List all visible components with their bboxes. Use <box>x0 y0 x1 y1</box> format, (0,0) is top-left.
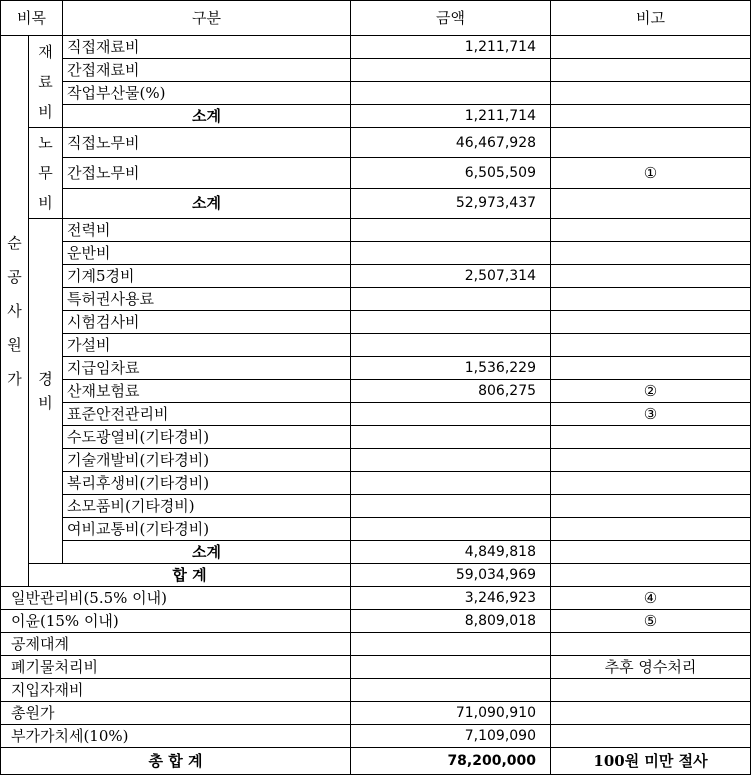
item-label: 총원가 <box>1 702 351 725</box>
group-label-material-char: 비 <box>38 102 53 121</box>
note-cell <box>551 449 751 472</box>
table-row <box>1 59 751 82</box>
group-label-expense <box>29 219 63 564</box>
amount-cell: 71,090,910 <box>351 702 551 725</box>
table-row <box>1 311 751 334</box>
item-label: 폐기물처리비 <box>1 656 351 679</box>
table-row <box>1 219 751 242</box>
amount-cell <box>351 656 551 679</box>
group-label-labor <box>29 128 63 219</box>
header-category: 구분 <box>63 1 351 36</box>
item-label: 기계5경비 <box>63 265 351 288</box>
subtotal-amount: 1,211,714 <box>351 105 551 128</box>
cost-table-body <box>1 1 751 775</box>
table-row <box>1 472 751 495</box>
table-row <box>1 158 751 188</box>
group-label-main <box>1 36 29 587</box>
table-row <box>1 587 751 610</box>
group-label-material <box>29 36 63 128</box>
note-cell <box>551 82 751 105</box>
note-cell: ⑤ <box>551 610 751 633</box>
amount-cell <box>351 242 551 265</box>
group-label-labor-char: 무 <box>38 164 53 182</box>
table-row <box>1 725 751 748</box>
subtotal-row <box>1 188 751 218</box>
note-cell <box>551 188 751 218</box>
item-label: 여비교통비(기타경비) <box>63 518 351 541</box>
grand-total-note: 100원 미만 절사 <box>551 748 751 775</box>
note-cell: ④ <box>551 587 751 610</box>
group-label-labor-char: 비 <box>38 194 53 212</box>
amount-cell <box>351 449 551 472</box>
note-cell: ② <box>551 380 751 403</box>
table-row <box>1 449 751 472</box>
amount-cell <box>351 633 551 656</box>
amount-cell <box>351 679 551 702</box>
subtotal-label: 소계 <box>63 105 351 128</box>
group-label-labor-char: 노 <box>38 134 53 152</box>
item-label: 간접재료비 <box>63 59 351 82</box>
amount-cell: 2,507,314 <box>351 265 551 288</box>
header-remarks: 비고 <box>551 1 751 36</box>
amount-cell: 8,809,018 <box>351 610 551 633</box>
table-row <box>1 128 751 158</box>
note-cell <box>551 725 751 748</box>
note-cell <box>551 242 751 265</box>
amount-cell <box>351 59 551 82</box>
amount-cell: 46,467,928 <box>351 128 551 158</box>
amount-cell <box>351 403 551 426</box>
note-cell: 추후 영수처리 <box>551 656 751 679</box>
sum-label: 합 계 <box>29 564 351 587</box>
note-cell <box>551 702 751 725</box>
note-cell <box>551 219 751 242</box>
group-label-main-char: 공 <box>7 268 22 286</box>
table-row <box>1 610 751 633</box>
amount-cell: 3,246,923 <box>351 587 551 610</box>
subtotal-amount: 4,849,818 <box>351 541 551 564</box>
header-row <box>1 1 751 36</box>
item-label: 가설비 <box>63 334 351 357</box>
note-cell <box>551 495 751 518</box>
table-row <box>1 702 751 725</box>
sum-amount: 59,034,969 <box>351 564 551 587</box>
item-label: 표준안전관리비 <box>63 403 351 426</box>
item-label: 직접노무비 <box>63 128 351 158</box>
note-cell <box>551 518 751 541</box>
note-cell <box>551 128 751 158</box>
note-cell <box>551 105 751 128</box>
header-amount: 금액 <box>351 1 551 36</box>
note-cell: ③ <box>551 403 751 426</box>
item-label: 특허권사용료 <box>63 288 351 311</box>
group-label-main-char: 가 <box>7 370 22 388</box>
sum-row <box>1 564 751 587</box>
table-row <box>1 656 751 679</box>
table-row <box>1 518 751 541</box>
amount-cell <box>351 495 551 518</box>
item-label: 시험검사비 <box>63 311 351 334</box>
grand-total-amount: 78,200,000 <box>351 748 551 775</box>
amount-cell: 7,109,090 <box>351 725 551 748</box>
note-cell <box>551 541 751 564</box>
item-label: 복리후생비(기타경비) <box>63 472 351 495</box>
amount-cell: 1,536,229 <box>351 357 551 380</box>
subtotal-amount: 52,973,437 <box>351 188 551 218</box>
table-row <box>1 633 751 656</box>
group-label-expense-char: 경 <box>38 370 53 388</box>
amount-cell: 6,505,509 <box>351 158 551 188</box>
group-label-material-char: 재 <box>38 42 53 61</box>
amount-cell <box>351 288 551 311</box>
item-label: 이윤(15% 이내) <box>1 610 351 633</box>
amount-cell <box>351 82 551 105</box>
table-row <box>1 495 751 518</box>
table-row <box>1 288 751 311</box>
table-row <box>1 82 751 105</box>
subtotal-row <box>1 105 751 128</box>
item-label: 기술개발비(기타경비) <box>63 449 351 472</box>
amount-cell: 1,211,714 <box>351 36 551 59</box>
item-label: 지급임차료 <box>63 357 351 380</box>
item-label: 부가가치세(10%) <box>1 725 351 748</box>
table-row <box>1 334 751 357</box>
item-label: 수도광열비(기타경비) <box>63 426 351 449</box>
item-label: 직접재료비 <box>63 36 351 59</box>
note-cell <box>551 426 751 449</box>
table-row <box>1 265 751 288</box>
amount-cell <box>351 311 551 334</box>
grand-total-label: 총 합 계 <box>1 748 351 775</box>
table-row <box>1 242 751 265</box>
note-cell <box>551 311 751 334</box>
item-label: 운반비 <box>63 242 351 265</box>
subtotal-row <box>1 541 751 564</box>
amount-cell <box>351 219 551 242</box>
table-row <box>1 679 751 702</box>
note-cell <box>551 633 751 656</box>
item-label: 전력비 <box>63 219 351 242</box>
note-cell <box>551 472 751 495</box>
subtotal-label: 소계 <box>63 541 351 564</box>
note-cell: ① <box>551 158 751 188</box>
item-label: 지입자재비 <box>1 679 351 702</box>
subtotal-label: 소계 <box>63 188 351 218</box>
amount-cell <box>351 518 551 541</box>
note-cell <box>551 334 751 357</box>
amount-cell <box>351 334 551 357</box>
table-row <box>1 403 751 426</box>
table-row <box>1 380 751 403</box>
item-label: 작업부산물(%) <box>63 82 351 105</box>
group-label-main-char: 원 <box>7 336 22 354</box>
grand-total-row <box>1 748 751 775</box>
group-label-main-char: 사 <box>7 302 22 320</box>
note-cell <box>551 36 751 59</box>
note-cell <box>551 59 751 82</box>
item-label: 간접노무비 <box>63 158 351 188</box>
note-cell <box>551 679 751 702</box>
group-label-material-char: 료 <box>38 72 53 91</box>
note-cell <box>551 288 751 311</box>
table-row <box>1 36 751 59</box>
note-cell <box>551 564 751 587</box>
item-label: 소모품비(기타경비) <box>63 495 351 518</box>
item-label: 공제대계 <box>1 633 351 656</box>
item-label: 일반관리비(5.5% 이내) <box>1 587 351 610</box>
amount-cell <box>351 472 551 495</box>
note-cell <box>551 265 751 288</box>
group-label-expense-char: 비 <box>38 394 53 412</box>
note-cell <box>551 357 751 380</box>
amount-cell <box>351 426 551 449</box>
item-label: 산재보험료 <box>63 380 351 403</box>
table-row <box>1 426 751 449</box>
amount-cell: 806,275 <box>351 380 551 403</box>
group-label-main-char: 순 <box>7 234 22 252</box>
table-row <box>1 357 751 380</box>
header-cost-item: 비목 <box>1 1 63 36</box>
